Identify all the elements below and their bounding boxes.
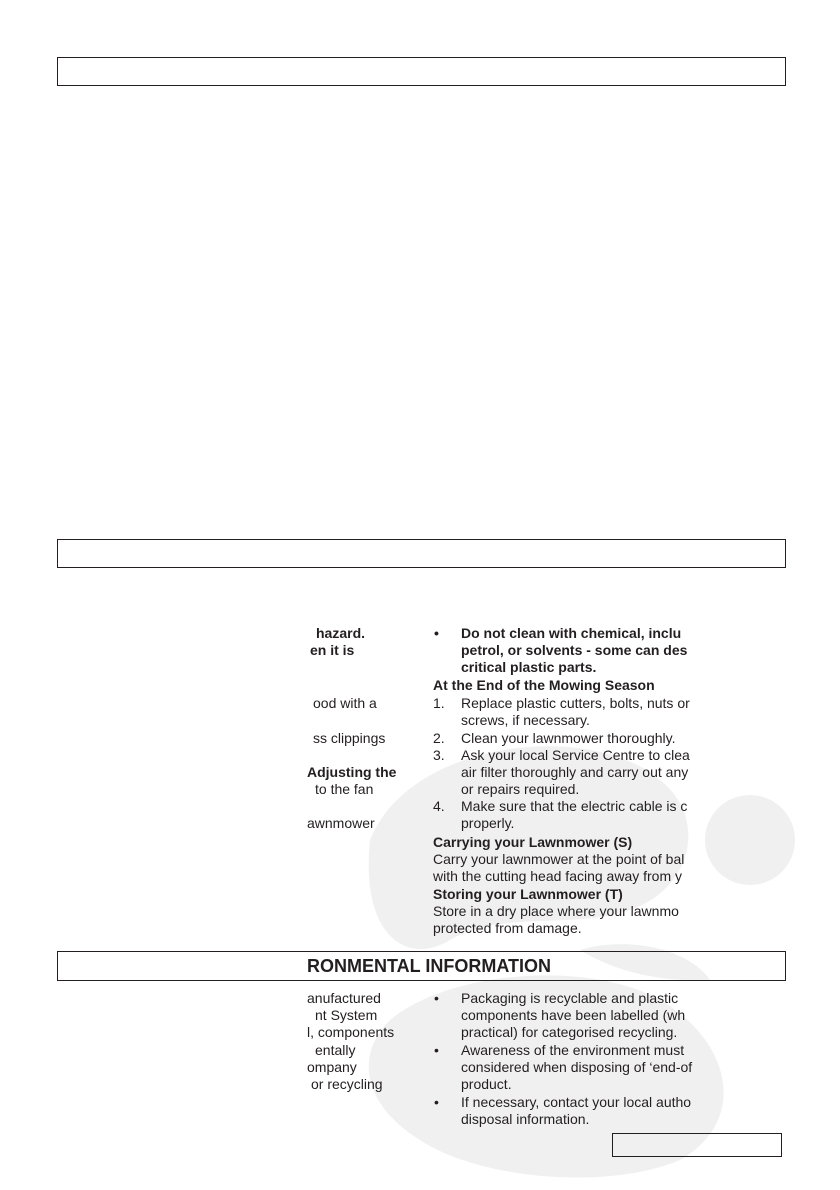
step-1-line-1: Replace plastic cutters, bolts, nuts or — [461, 695, 690, 711]
section-header-box-top — [57, 57, 786, 86]
left-fragment-hazard: hazard. — [316, 625, 366, 641]
storing-line-1: Store in a dry place where your lawnmo — [433, 903, 679, 919]
left-fragment-when-it-is: en it is — [310, 642, 355, 658]
env-bullet-3-line-1: If necessary, contact your local autho — [461, 1094, 692, 1110]
end-of-season-heading: At the End of the Mowing Season — [433, 677, 655, 693]
env-left-fragment-manufactured: anufactured — [307, 990, 381, 1006]
warning-line-2: petrol, or solvents - some can des — [461, 642, 688, 658]
env-left-fragment-recycling: or recycling — [311, 1076, 383, 1092]
env-bullet-3-line-2: disposal information. — [461, 1111, 590, 1127]
storing-heading: Storing your Lawnmower (T) — [433, 886, 623, 902]
step-3-line-1: Ask your local Service Centre to clea — [461, 747, 690, 763]
left-fragment-grass-clippings: ss clippings — [313, 730, 386, 746]
env-left-fragment-entally: entally — [315, 1042, 356, 1058]
env-bullet-1-line-2: components have been labelled (wh — [461, 1007, 686, 1023]
env-bullet-2-line-1: Awareness of the environment must — [461, 1042, 685, 1058]
env-bullet-2: • — [434, 1042, 439, 1058]
env-bullet-2-line-2: considered when disposing of ‘end-of — [461, 1059, 693, 1075]
left-fragment-lawnmower: awnmower — [307, 815, 375, 831]
carrying-heading: Carrying your Lawnmower (S) — [433, 834, 633, 850]
warning-line-1: Do not clean with chemical, inclu — [461, 625, 682, 641]
step-3-line-2: air filter thoroughly and carry out any — [461, 764, 689, 780]
env-left-fragment-company: ompany — [307, 1059, 357, 1075]
left-fragment-adjusting-the: Adjusting the — [307, 764, 397, 780]
step-2-number: 2. — [433, 730, 445, 746]
env-bullet-1-line-3: practical) for categorised recycling. — [461, 1024, 678, 1040]
step-4-line-2: properly. — [461, 815, 515, 831]
step-3-number: 3. — [433, 747, 445, 763]
carrying-line-1: Carry your lawnmower at the point of bal — [433, 851, 685, 867]
step-2-line-1: Clean your lawnmower thoroughly. — [461, 730, 676, 746]
left-fragment-hood: ood with a — [313, 695, 377, 711]
environmental-information-heading: RONMENTAL INFORMATION — [307, 956, 551, 976]
step-1-line-2: screws, if necessary. — [461, 712, 590, 728]
step-3-line-3: or repairs required. — [461, 781, 580, 797]
section-header-box-middle — [57, 539, 786, 568]
warning-line-3: critical plastic parts. — [461, 659, 597, 675]
env-left-fragment-system: nt System — [315, 1007, 378, 1023]
warning-bullet: • — [434, 625, 439, 641]
step-4-line-1: Make sure that the electric cable is c — [461, 798, 688, 814]
carrying-line-2: with the cutting head facing away from y — [433, 868, 683, 884]
env-bullet-1-line-1: Packaging is recyclable and plastic — [461, 990, 679, 1006]
env-bullet-3: • — [434, 1094, 439, 1110]
env-left-fragment-components: l, components — [307, 1024, 395, 1040]
storing-line-2: protected from damage. — [433, 920, 582, 936]
page-number-box — [612, 1133, 782, 1157]
left-fragment-to-the-fan: to the fan — [315, 781, 374, 797]
env-bullet-2-line-3: product. — [461, 1076, 512, 1092]
env-bullet-1: • — [434, 990, 439, 1006]
step-1-number: 1. — [433, 695, 445, 711]
step-4-number: 4. — [433, 798, 445, 814]
